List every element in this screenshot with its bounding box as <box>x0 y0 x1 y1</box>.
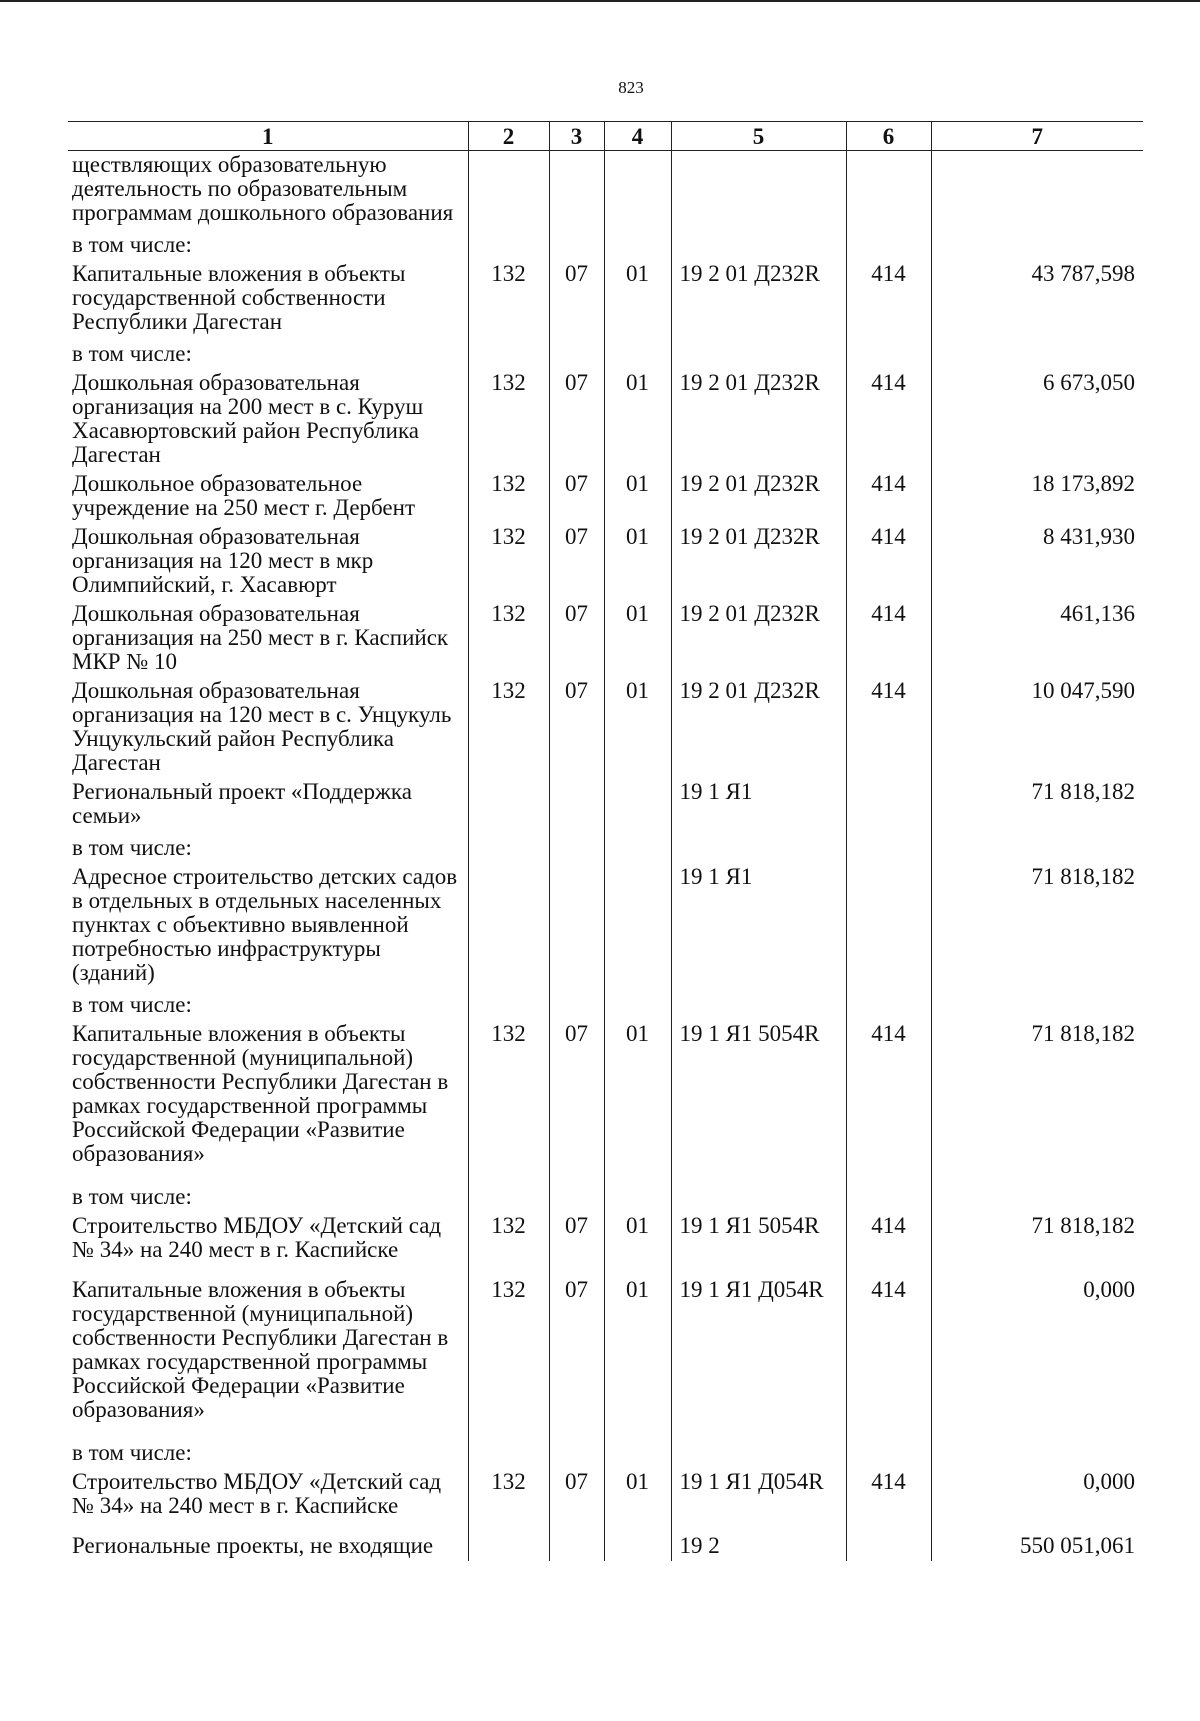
row-code: 19 2 01 Д232R <box>671 260 846 337</box>
row-col-3: 07 <box>549 523 604 600</box>
row-amount <box>931 988 1143 1020</box>
row-col-4: 01 <box>604 1020 671 1180</box>
row-description: Региональный проект «Поддержка семьи» <box>72 779 412 828</box>
row-col-6: 414 <box>846 600 931 677</box>
row-col-4 <box>604 1180 671 1212</box>
row-code: 19 1 Я1 <box>671 778 846 831</box>
row-col-2 <box>468 831 549 863</box>
row-description: Дошкольная образовательная организация на 250 мест в г. Каспийск МКР № 10 <box>72 601 449 674</box>
row-description: Капитальные вложения в объекты государственной собственности Республики Дагестан <box>72 261 406 334</box>
table-row <box>68 988 1143 1020</box>
table-row <box>68 1468 1143 1532</box>
row-col-2 <box>468 1180 549 1212</box>
table-row <box>68 1436 1143 1468</box>
row-col-6: 414 <box>846 1020 931 1180</box>
row-amount: 0,000 <box>931 1468 1143 1532</box>
row-description: в том числе: <box>72 992 192 1017</box>
row-amount: 550 051,061 <box>931 1532 1143 1561</box>
row-col-6: 414 <box>846 1212 931 1276</box>
row-col-2 <box>468 151 549 229</box>
row-col-4: 01 <box>604 1212 671 1276</box>
row-code <box>671 228 846 260</box>
row-col-2: 132 <box>468 600 549 677</box>
row-col-3: 07 <box>549 369 604 470</box>
row-col-2 <box>468 1532 549 1561</box>
row-code <box>671 337 846 369</box>
row-description: Капитальные вложения в объекты государственной (муниципальной) собственности Республики Дагестан в рамках государственной программы Российской Федерации «Развитие образования» <box>72 1277 449 1422</box>
row-col-3: 07 <box>549 1468 604 1532</box>
row-col-2: 132 <box>468 470 549 523</box>
row-amount: 71 818,182 <box>931 1020 1143 1180</box>
row-col-6 <box>846 778 931 831</box>
row-description: Строительство МБДОУ «Детский сад № 34» на 240 мест в г. Каспийске <box>72 1213 442 1262</box>
row-amount: 461,136 <box>931 600 1143 677</box>
row-col-3 <box>549 778 604 831</box>
row-col-4 <box>604 337 671 369</box>
row-col-4: 01 <box>604 523 671 600</box>
row-col-6 <box>846 1532 931 1561</box>
header-col-3: 3 <box>549 122 604 151</box>
row-col-3: 07 <box>549 1276 604 1436</box>
row-code: 19 1 Я1 <box>671 863 846 988</box>
top-rule <box>0 0 1200 2</box>
row-amount <box>931 337 1143 369</box>
row-col-2: 132 <box>468 1276 549 1436</box>
table-row <box>68 228 1143 260</box>
row-amount: 6 673,050 <box>931 369 1143 470</box>
row-amount: 71 818,182 <box>931 1212 1143 1276</box>
row-col-4: 01 <box>604 369 671 470</box>
row-amount <box>931 228 1143 260</box>
row-amount: 0,000 <box>931 1276 1143 1436</box>
row-code: 19 1 Я1 5054R <box>671 1020 846 1180</box>
row-col-3 <box>549 863 604 988</box>
row-code <box>671 1436 846 1468</box>
row-col-2 <box>468 337 549 369</box>
row-col-4: 01 <box>604 470 671 523</box>
row-col-2: 132 <box>468 369 549 470</box>
row-code <box>671 831 846 863</box>
row-amount: 10 047,590 <box>931 677 1143 778</box>
row-code <box>671 151 846 229</box>
row-description: в том числе: <box>72 341 192 366</box>
row-col-3 <box>549 988 604 1020</box>
row-col-6 <box>846 337 931 369</box>
row-col-6 <box>846 1436 931 1468</box>
row-description: Региональные проекты, не входящие <box>72 1533 434 1558</box>
table-row <box>68 337 1143 369</box>
row-col-4: 01 <box>604 677 671 778</box>
table-row <box>68 151 1143 229</box>
row-description: Дошкольная образовательная организация на 120 мест в с. Унцукуль Унцукульский район Республика Дагестан <box>72 678 452 775</box>
row-amount <box>931 1436 1143 1468</box>
table-row <box>68 369 1143 470</box>
row-code <box>671 988 846 1020</box>
row-col-2: 132 <box>468 260 549 337</box>
budget-table <box>68 121 1143 1561</box>
row-col-3 <box>549 228 604 260</box>
table-row <box>68 677 1143 778</box>
row-col-2: 132 <box>468 1468 549 1532</box>
header-col-1: 1 <box>68 122 468 151</box>
row-col-6 <box>846 831 931 863</box>
row-description: Дошкольная образовательная организация на 200 мест в с. Куруш Хасавюртовский район Республика Дагестан <box>72 370 424 467</box>
row-col-3: 07 <box>549 470 604 523</box>
row-col-3 <box>549 1180 604 1212</box>
table-body <box>68 151 1143 1562</box>
row-col-4: 01 <box>604 1276 671 1436</box>
page-number: 823 <box>618 78 644 97</box>
row-col-4 <box>604 863 671 988</box>
row-amount: 71 818,182 <box>931 863 1143 988</box>
row-col-6: 414 <box>846 470 931 523</box>
row-code: 19 2 01 Д232R <box>671 470 846 523</box>
row-amount: 8 431,930 <box>931 523 1143 600</box>
row-col-4 <box>604 1436 671 1468</box>
header-col-7: 7 <box>931 122 1143 151</box>
row-code: 19 2 01 Д232R <box>671 600 846 677</box>
row-col-6 <box>846 863 931 988</box>
row-col-4: 01 <box>604 260 671 337</box>
header-col-6: 6 <box>846 122 931 151</box>
row-amount <box>931 831 1143 863</box>
row-col-4 <box>604 228 671 260</box>
row-col-2 <box>468 863 549 988</box>
row-col-2: 132 <box>468 1020 549 1180</box>
header-col-5: 5 <box>671 122 846 151</box>
row-col-6: 414 <box>846 1276 931 1436</box>
row-code: 19 2 01 Д232R <box>671 369 846 470</box>
row-col-6: 414 <box>846 1468 931 1532</box>
row-col-2 <box>468 778 549 831</box>
table-row <box>68 523 1143 600</box>
row-amount <box>931 1180 1143 1212</box>
row-col-4: 01 <box>604 1468 671 1532</box>
row-col-2: 132 <box>468 1212 549 1276</box>
row-col-3: 07 <box>549 1212 604 1276</box>
header-col-2: 2 <box>468 122 549 151</box>
row-col-6 <box>846 1180 931 1212</box>
row-col-3 <box>549 1532 604 1561</box>
table-row <box>68 1212 1143 1276</box>
row-col-3: 07 <box>549 677 604 778</box>
row-col-6: 414 <box>846 677 931 778</box>
row-col-3 <box>549 831 604 863</box>
row-col-3 <box>549 337 604 369</box>
row-code <box>671 1180 846 1212</box>
row-amount: 43 787,598 <box>931 260 1143 337</box>
row-col-2: 132 <box>468 677 549 778</box>
row-col-6: 414 <box>846 260 931 337</box>
row-col-6: 414 <box>846 369 931 470</box>
row-col-2 <box>468 1436 549 1468</box>
row-col-3: 07 <box>549 260 604 337</box>
header-row <box>68 122 1143 151</box>
row-col-4 <box>604 778 671 831</box>
table-row <box>68 1180 1143 1212</box>
row-code: 19 2 01 Д232R <box>671 523 846 600</box>
row-code: 19 1 Я1 Д054R <box>671 1468 846 1532</box>
row-col-4 <box>604 831 671 863</box>
row-col-4 <box>604 988 671 1020</box>
row-col-3: 07 <box>549 1020 604 1180</box>
row-col-6 <box>846 228 931 260</box>
row-description: Строительство МБДОУ «Детский сад № 34» на 240 мест в г. Каспийске <box>72 1469 442 1518</box>
row-col-6 <box>846 988 931 1020</box>
row-description: Адресное строительство детских садов в отдельных в отдельных населенных пунктах с объективно выявленной потребностью инфраструктуры (зданий) <box>72 864 458 985</box>
row-col-2: 132 <box>468 523 549 600</box>
row-col-2 <box>468 228 549 260</box>
row-description: в том числе: <box>72 1440 192 1465</box>
row-description: в том числе: <box>72 1184 192 1209</box>
row-col-3: 07 <box>549 600 604 677</box>
row-col-4: 01 <box>604 600 671 677</box>
table-row <box>68 260 1143 337</box>
table-row <box>68 778 1143 831</box>
row-col-6 <box>846 151 931 229</box>
row-description: в том числе: <box>72 835 192 860</box>
row-col-4 <box>604 151 671 229</box>
header-col-4: 4 <box>604 122 671 151</box>
row-col-3 <box>549 151 604 229</box>
row-code: 19 2 01 Д232R <box>671 677 846 778</box>
table-row <box>68 1532 1143 1561</box>
row-code: 19 1 Я1 5054R <box>671 1212 846 1276</box>
row-amount: 18 173,892 <box>931 470 1143 523</box>
row-description: Капитальные вложения в объекты государственной (муниципальной) собственности Республики Дагестан в рамках государственной программы Российской Федерации «Развитие образования» <box>72 1021 449 1166</box>
table-row <box>68 1020 1143 1180</box>
table-row <box>68 863 1143 988</box>
row-col-2 <box>468 988 549 1020</box>
table-row <box>68 470 1143 523</box>
table-row <box>68 831 1143 863</box>
row-description: Дошкольная образовательная организация на 120 мест в мкр Олимпийский, г. Хасавюрт <box>72 524 374 597</box>
row-amount <box>931 151 1143 229</box>
row-description: Дошкольное образовательное учреждение на 250 мест г. Дербент <box>72 471 416 520</box>
row-amount: 71 818,182 <box>931 778 1143 831</box>
row-code: 19 2 <box>671 1532 846 1561</box>
row-col-4 <box>604 1532 671 1561</box>
row-description: в том числе: <box>72 232 192 257</box>
table-row <box>68 600 1143 677</box>
row-col-3 <box>549 1436 604 1468</box>
row-description: ществляющих образовательную деятельность по образовательным программам дошкольного образования <box>72 152 454 225</box>
row-col-6: 414 <box>846 523 931 600</box>
row-code: 19 1 Я1 Д054R <box>671 1276 846 1436</box>
table-row <box>68 1276 1143 1436</box>
